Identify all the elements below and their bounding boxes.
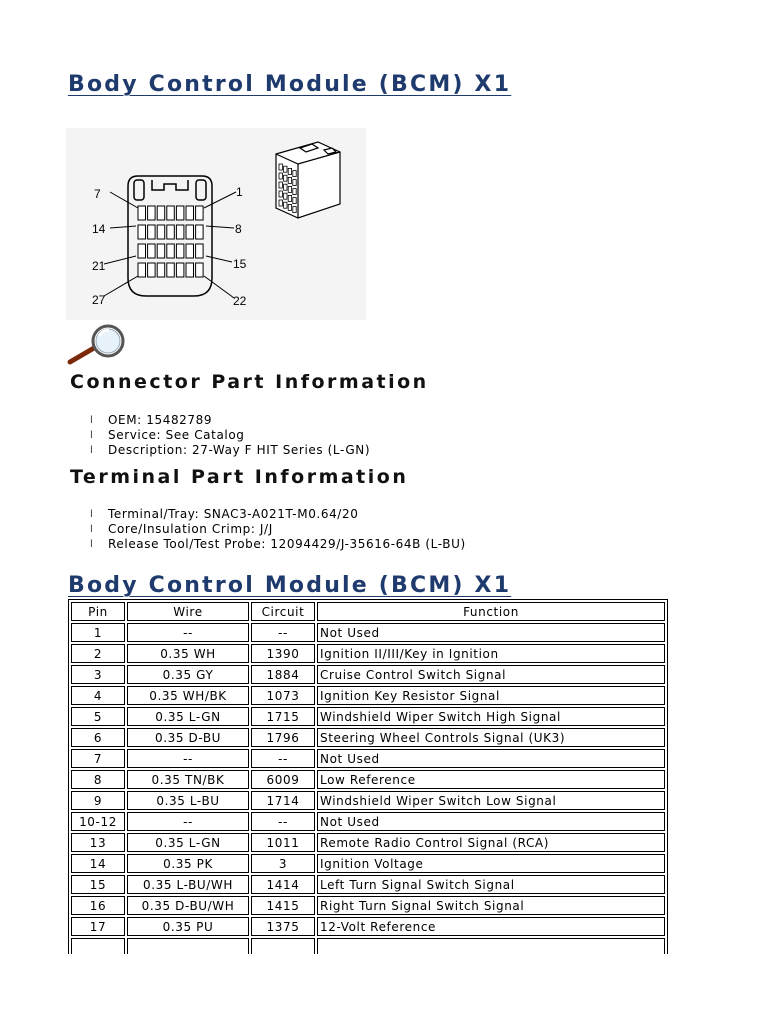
pin-cavity-3d <box>288 195 291 201</box>
connector-info-list <box>90 413 370 458</box>
list-item: l Release Tool/Test Probe: 12094429/J-35616-64B (L-BU) <box>90 537 466 551</box>
pin-cavity <box>176 225 184 239</box>
pin-cavity <box>176 244 184 258</box>
cell-circuit: 1390 <box>251 644 315 663</box>
pin-cavity-3d <box>288 204 291 210</box>
cell-function: Not Used <box>317 623 665 642</box>
pin-cavity-3d <box>284 166 287 172</box>
cell-pin: 5 <box>71 707 125 726</box>
pin-cavity <box>157 244 165 258</box>
cell-function: Windshield Wiper Switch High Signal <box>317 707 665 726</box>
list-item: l Description: 27-Way F HIT Series (L-GN) <box>90 443 371 457</box>
cell-wire: 0.35 WH/BK <box>127 686 249 705</box>
table-row <box>71 644 665 663</box>
cell-pin: 6 <box>71 728 125 747</box>
pin-label-21: 21 <box>92 259 106 273</box>
header-pin: Pin <box>71 602 125 621</box>
cell-wire <box>127 938 249 954</box>
pin-cavity <box>167 244 175 258</box>
cell-function: Right Turn Signal Switch Signal <box>317 896 665 915</box>
cell-wire: -- <box>127 749 249 768</box>
bullet-icon: l <box>90 430 94 441</box>
pin-cavity-3d <box>279 182 282 188</box>
bullet-icon: l <box>90 524 94 535</box>
cell-function: Low Reference <box>317 770 665 789</box>
bullet-icon: l <box>90 445 94 456</box>
table-row <box>71 623 665 642</box>
pin-table <box>68 599 668 954</box>
cell-wire: 0.35 PK <box>127 854 249 873</box>
table-row <box>71 812 665 831</box>
cell-circuit: 1375 <box>251 917 315 936</box>
cell-circuit: -- <box>251 812 315 831</box>
pin-cavity-3d <box>293 180 296 186</box>
cell-wire: 0.35 D-BU <box>127 728 249 747</box>
pin-cavity <box>186 244 194 258</box>
pin-cavity <box>167 206 175 220</box>
pin-label-7: 7 <box>94 187 101 201</box>
table-row <box>71 665 665 684</box>
table-row <box>71 938 665 954</box>
cell-wire: 0.35 WH <box>127 644 249 663</box>
cell-circuit: -- <box>251 623 315 642</box>
cell-circuit: 1884 <box>251 665 315 684</box>
header-function: Function <box>317 602 665 621</box>
cell-function: Steering Wheel Controls Signal (UK3) <box>317 728 665 747</box>
header-circuit: Circuit <box>251 602 315 621</box>
pin-cavity <box>157 225 165 239</box>
table-row <box>71 791 665 810</box>
cell-wire: 0.35 D-BU/WH <box>127 896 249 915</box>
cell-function: 12-Volt Reference <box>317 917 665 936</box>
cell-wire: 0.35 L-GN <box>127 707 249 726</box>
pin-cavity <box>157 206 165 220</box>
pin-cavity-3d <box>279 173 282 179</box>
cell-circuit: 1415 <box>251 896 315 915</box>
pin-cavity-3d <box>293 171 296 177</box>
table-row <box>71 854 665 873</box>
pin-cavity <box>138 263 146 277</box>
pin-cavity <box>148 206 156 220</box>
terminal-info-list <box>90 507 466 552</box>
cell-pin: 16 <box>71 896 125 915</box>
cell-function: Left Turn Signal Switch Signal <box>317 875 665 894</box>
pin-cavity <box>138 206 146 220</box>
list-item: l Core/Insulation Crimp: J/J <box>90 522 273 536</box>
pin-cavity-3d <box>284 193 287 199</box>
bullet-icon: l <box>90 415 94 426</box>
header-wire: Wire <box>127 602 249 621</box>
table-row <box>71 875 665 894</box>
cell-pin: 4 <box>71 686 125 705</box>
terminal-info-heading: Terminal Part Information <box>70 466 409 488</box>
table-title: Body Control Module (BCM) X1 <box>68 573 512 598</box>
pin-cavity <box>157 263 165 277</box>
pin-cavity-3d <box>288 177 291 183</box>
pin-cavity <box>176 206 184 220</box>
cell-wire: 0.35 L-BU <box>127 791 249 810</box>
pin-cavity-3d <box>284 202 287 208</box>
pin-cavity <box>186 225 194 239</box>
cell-pin: 2 <box>71 644 125 663</box>
pin-cavity-3d <box>293 207 296 213</box>
cell-circuit: 1011 <box>251 833 315 852</box>
list-item: l Terminal/Tray: SNAC3-A021T-M0.64/20 <box>90 507 359 521</box>
cell-function: Not Used <box>317 749 665 768</box>
pin-cavity <box>196 244 204 258</box>
magnifier-icon[interactable] <box>66 322 130 366</box>
table-row <box>71 728 665 747</box>
pin-cavity <box>186 263 194 277</box>
cell-circuit: -- <box>251 749 315 768</box>
pin-label-1: 1 <box>236 185 243 199</box>
cell-function: Windshield Wiper Switch Low Signal <box>317 791 665 810</box>
pin-cavity <box>196 263 204 277</box>
cell-wire: 0.35 GY <box>127 665 249 684</box>
pin-cavity <box>148 225 156 239</box>
cell-wire: 0.35 L-GN <box>127 833 249 852</box>
cell-function: Cruise Control Switch Signal <box>317 665 665 684</box>
cell-circuit: 1796 <box>251 728 315 747</box>
pin-table-container <box>68 599 668 954</box>
pin-cavity-3d <box>279 200 282 206</box>
cell-wire: 0.35 PU <box>127 917 249 936</box>
cell-function: Remote Radio Control Signal (RCA) <box>317 833 665 852</box>
pin-cavity-3d <box>284 184 287 190</box>
cell-circuit: 1414 <box>251 875 315 894</box>
pin-cavity <box>138 225 146 239</box>
pin-label-8: 8 <box>235 222 242 236</box>
pin-cavity-3d <box>284 175 287 181</box>
pin-cavity <box>167 225 175 239</box>
cell-function: Not Used <box>317 812 665 831</box>
cell-circuit: 1714 <box>251 791 315 810</box>
table-row <box>71 917 665 936</box>
pin-cavity-3d <box>293 198 296 204</box>
pin-cavity-3d <box>293 189 296 195</box>
cell-wire: 0.35 TN/BK <box>127 770 249 789</box>
cell-circuit: 3 <box>251 854 315 873</box>
pin-cavity-3d <box>288 186 291 192</box>
cell-pin: 7 <box>71 749 125 768</box>
cell-pin: 8 <box>71 770 125 789</box>
cell-pin: 9 <box>71 791 125 810</box>
cell-pin: 13 <box>71 833 125 852</box>
cell-circuit: 1715 <box>251 707 315 726</box>
pin-cavity <box>196 206 204 220</box>
cell-function <box>317 938 665 954</box>
cell-wire: 0.35 L-BU/WH <box>127 875 249 894</box>
cell-circuit <box>251 938 315 954</box>
pin-cavity-3d <box>288 168 291 174</box>
table-row <box>71 770 665 789</box>
page-title: Body Control Module (BCM) X1 <box>68 72 512 97</box>
table-row <box>71 707 665 726</box>
pin-label-15: 15 <box>233 257 247 271</box>
cell-wire: -- <box>127 623 249 642</box>
pin-label-27: 27 <box>92 293 106 307</box>
list-item: l Service: See Catalog <box>90 428 245 442</box>
bullet-icon: l <box>90 539 94 550</box>
cell-pin: 10-12 <box>71 812 125 831</box>
list-item: l OEM: 15482789 <box>90 413 213 427</box>
cell-circuit: 6009 <box>251 770 315 789</box>
pin-cavity <box>196 225 204 239</box>
connector-info-heading: Connector Part Information <box>70 371 429 393</box>
cell-wire: -- <box>127 812 249 831</box>
pin-cavity <box>167 263 175 277</box>
pin-cavity <box>176 263 184 277</box>
cell-pin: 17 <box>71 917 125 936</box>
table-row <box>71 686 665 705</box>
cell-pin: 3 <box>71 665 125 684</box>
pin-cavity <box>138 244 146 258</box>
pin-cavity-3d <box>279 191 282 197</box>
table-row <box>71 833 665 852</box>
cell-pin: 15 <box>71 875 125 894</box>
cell-circuit: 1073 <box>251 686 315 705</box>
pin-cavity <box>148 263 156 277</box>
table-header-row <box>71 602 665 621</box>
connector-diagram <box>66 128 366 320</box>
table-row <box>71 896 665 915</box>
pin-label-22: 22 <box>233 294 247 308</box>
cell-pin: 14 <box>71 854 125 873</box>
cell-pin <box>71 938 125 954</box>
pin-cavity <box>148 244 156 258</box>
cell-function: Ignition Voltage <box>317 854 665 873</box>
cell-function: Ignition Key Resistor Signal <box>317 686 665 705</box>
pin-label-14: 14 <box>92 222 106 236</box>
pin-cavity <box>186 206 194 220</box>
bullet-icon: l <box>90 509 94 520</box>
table-row <box>71 749 665 768</box>
pin-cavity-3d <box>279 164 282 170</box>
cell-pin: 1 <box>71 623 125 642</box>
cell-function: Ignition II/III/Key in Ignition <box>317 644 665 663</box>
